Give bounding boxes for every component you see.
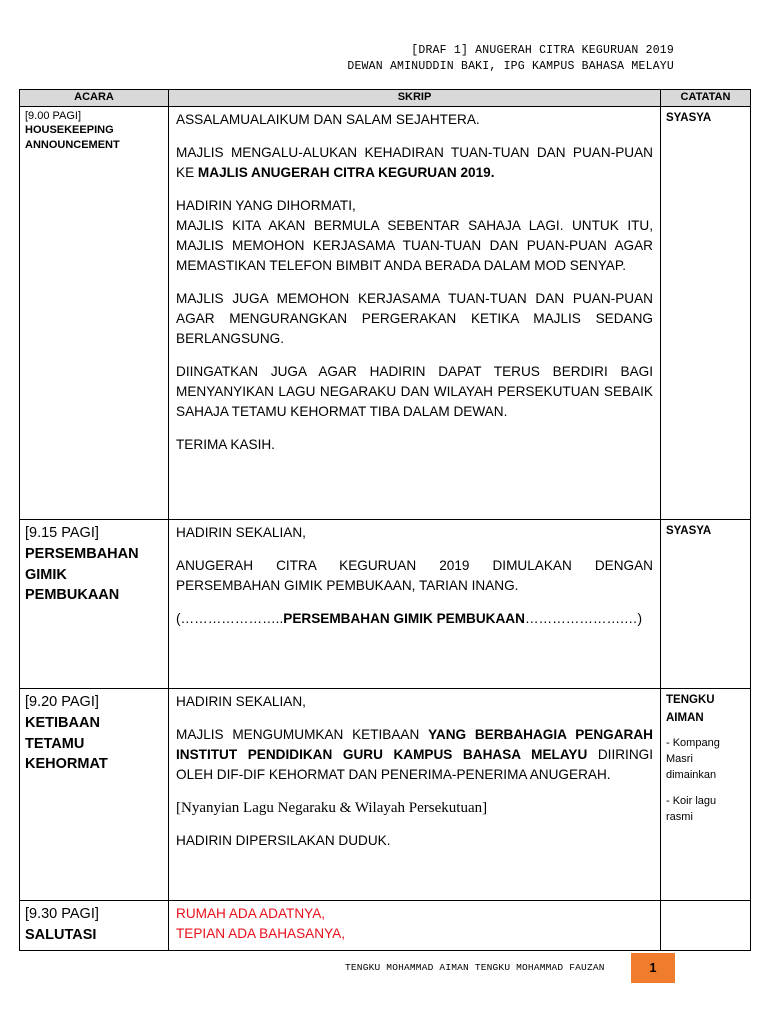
- script-text: MAJLIS MENGUMUMKAN KETIBAAN: [176, 727, 429, 742]
- salutation-line: TEPIAN ADA BAHASANYA,: [176, 926, 345, 941]
- script-text: MAJLIS MENGALU-ALUKAN KEHADIRAN TUAN-TUAN DAN PUAN-PUAN KE: [176, 145, 653, 180]
- event-title: PERSEMBAHAN GIMIK PEMBUKAAN: [25, 546, 139, 603]
- salutation-line: RUMAH ADA ADATNYA,: [176, 906, 326, 921]
- script-paragraph: MAJLIS JUGA MEMOHON KERJASAMA TUAN-TUAN DAN PUAN-PUAN AGAR MENGURANGKAN PERGERAKAN KETIKA MAJLIS SEDANG BERLANGSUNG.: [176, 291, 653, 346]
- script-text: HADIRIN YANG DIHORMATI,: [176, 198, 356, 213]
- script-paragraph: ASSALAMUALAIKUM DAN SALAM SEJAHTERA.: [176, 112, 480, 127]
- event-title: HOUSEKEEPING ANNOUNCEMENT: [25, 124, 120, 151]
- script-text: (…………………..: [176, 611, 284, 626]
- event-time: [9.20 PAGI]: [25, 694, 99, 710]
- catatan-cell: [661, 689, 751, 901]
- script-paragraph: HADIRIN SEKALIAN,: [176, 694, 306, 709]
- script-table: [19, 89, 751, 951]
- catatan-cell: [661, 520, 751, 689]
- event-time: [9.15 PAGI]: [25, 525, 99, 541]
- event-time: [9.00 PAGI]: [25, 110, 82, 122]
- column-header-skrip: SKRIP: [169, 90, 661, 107]
- script-paragraph: DIINGATKAN JUGA AGAR HADIRIN DAPAT TERUS BERDIRI BAGI MENYANYIKAN LAGU NEGARAKU DAN WILAYAH PERSEKUTUAN SEBAIK SAHAJA TETAMU KEHORMAT TIBA DALAM DEWAN.: [176, 364, 653, 419]
- script-text: ………………….…): [524, 611, 642, 626]
- mc-name: SYASYA: [666, 525, 712, 537]
- table-row: [20, 520, 751, 689]
- column-header-catatan: CATATAN: [661, 90, 751, 107]
- footer-author: TENGKU MOHAMMAD AIMAN TENGKU MOHAMMAD FAUZAN: [345, 962, 605, 973]
- event-title: KETIBAAN TETAMU KEHORMAT: [25, 715, 108, 772]
- skrip-cell: [169, 689, 661, 901]
- catatan-cell: [661, 107, 751, 520]
- script-paragraph: [176, 725, 653, 785]
- script-paragraph: HADIRIN SEKALIAN,: [176, 525, 306, 540]
- table-row: [20, 901, 751, 951]
- document-header: [347, 43, 674, 75]
- skrip-cell: [169, 520, 661, 689]
- script-text-bold: PERSEMBAHAN GIMIK PEMBUKAAN: [283, 611, 525, 626]
- script-paragraph: [Nyanyian Lagu Negaraku & Wilayah Persekutuan]: [176, 800, 488, 816]
- script-text: DIIRINGI OLEH DIF-DIF KEHORMAT DAN PENERIMA-PENERIMA ANUGERAH.: [176, 747, 653, 782]
- page-number-badge: 1: [631, 953, 675, 983]
- acara-cell: [20, 689, 169, 901]
- acara-cell: [20, 520, 169, 689]
- script-paragraph: [176, 609, 653, 629]
- skrip-cell: [169, 901, 661, 951]
- script-paragraph: TERIMA KASIH.: [176, 437, 275, 452]
- event-title: SALUTASI: [25, 927, 97, 943]
- table-row: [20, 107, 751, 520]
- script-paragraph: [176, 196, 653, 276]
- script-text-bold: MAJLIS ANUGERAH CITRA KEGURUAN 2019.: [197, 165, 495, 180]
- note-koir: - Koir lagu rasmi: [666, 795, 717, 823]
- catatan-cell: [661, 901, 751, 951]
- column-header-acara: ACARA: [20, 90, 169, 107]
- acara-cell: [20, 901, 169, 951]
- mc-name: TENGKU AIMAN: [666, 694, 715, 724]
- note-kompang: - Kompang Masri dimainkan: [666, 737, 720, 781]
- header-venue: DEWAN AMINUDDIN BAKI, IPG KAMPUS BAHASA MELAYU: [347, 60, 674, 73]
- script-text-bold: YANG BERBAHAGIA PENGARAH INSTITUT PENDIDIKAN GURU KAMPUS BAHASA MELAYU: [176, 727, 653, 762]
- table-row: [20, 689, 751, 901]
- script-paragraph: [176, 143, 653, 183]
- script-paragraph: ANUGERAH CITRA KEGURUAN 2019 DIMULAKAN DENGAN PERSEMBAHAN GIMIK PEMBUKAAN, TARIAN INANG.: [176, 558, 653, 593]
- script-text: MAJLIS KITA AKAN BERMULA SEBENTAR SAHAJA LAGI. UNTUK ITU, MAJLIS MEMOHON KERJASAMA TUAN-TUAN DAN PUAN-PUAN AGAR MEMASTIKAN TELEFON BIMBIT ANDA BERADA DALAM MOD SENYAP.: [176, 218, 653, 273]
- event-time: [9.30 PAGI]: [25, 906, 99, 922]
- skrip-cell: [169, 107, 661, 520]
- mc-name: SYASYA: [666, 112, 712, 124]
- script-paragraph: HADIRIN DIPERSILAKAN DUDUK.: [176, 833, 391, 848]
- acara-cell: [20, 107, 169, 520]
- table-header-row: [20, 90, 751, 107]
- header-title: [DRAF 1] ANUGERAH CITRA KEGURUAN 2019: [411, 44, 674, 57]
